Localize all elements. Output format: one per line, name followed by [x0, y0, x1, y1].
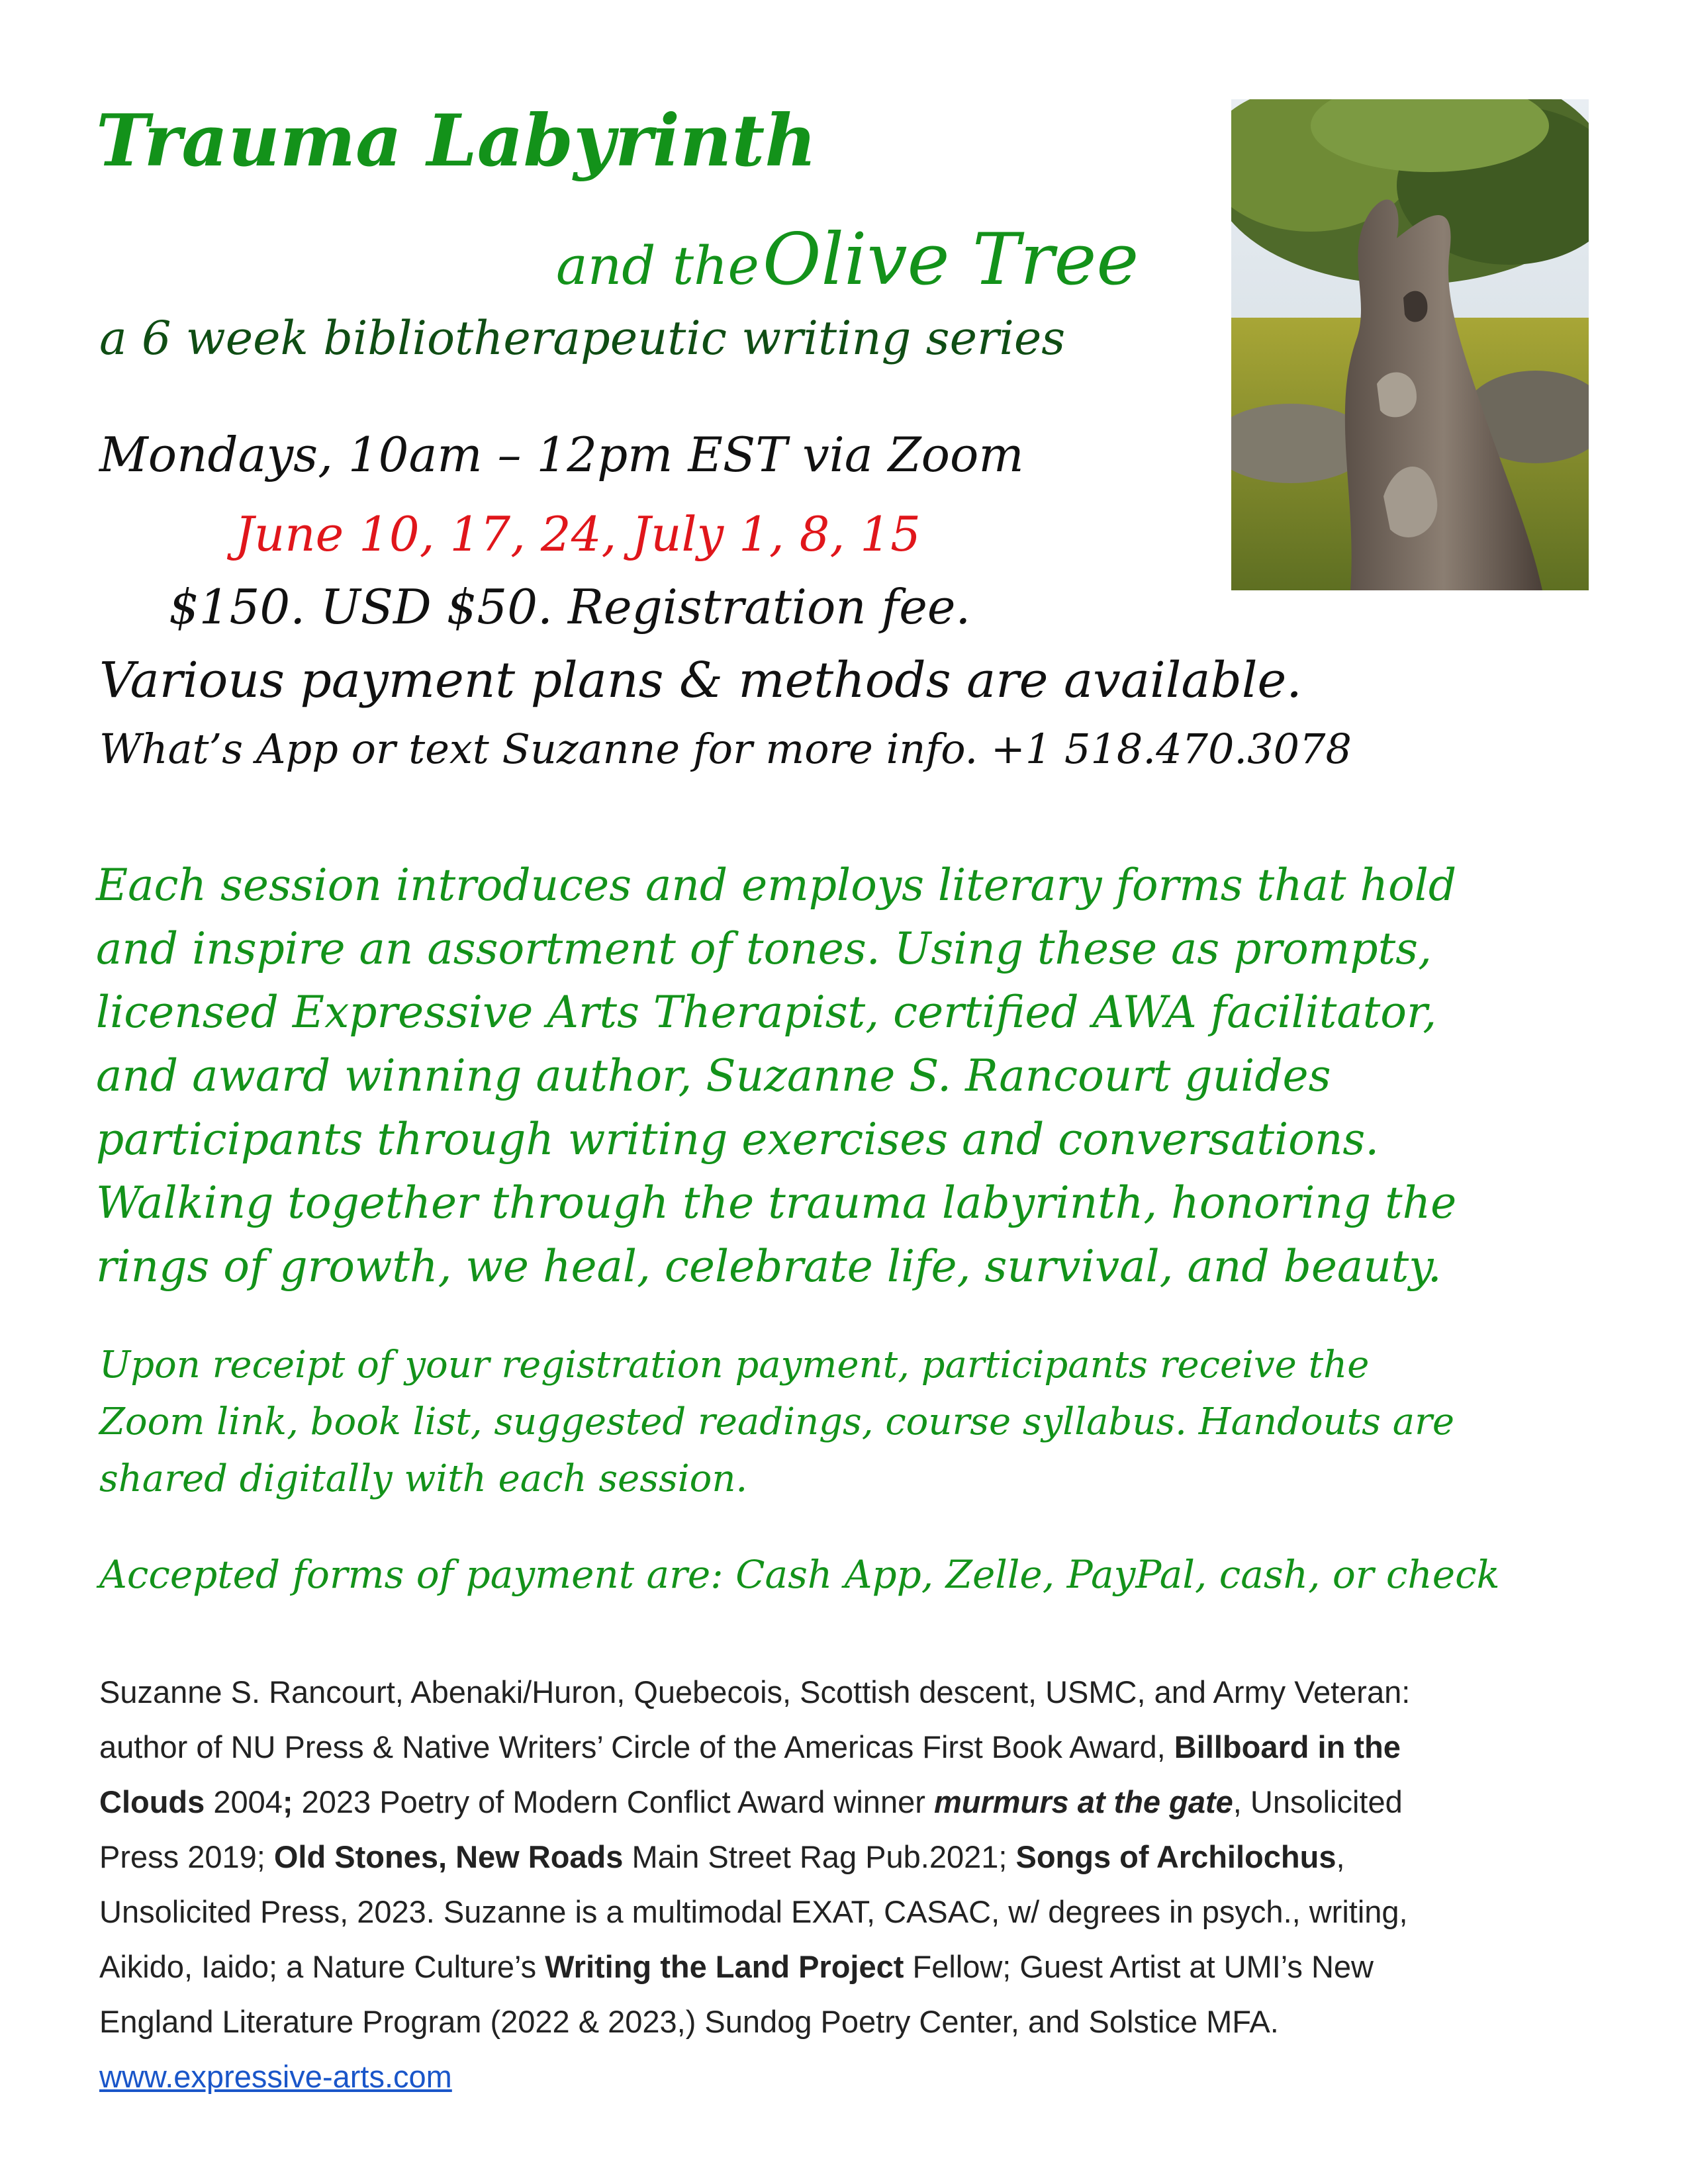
subtitle: a 6 week bibliotherapeutic writing series	[99, 311, 1066, 365]
bio-line	[99, 1774, 1602, 1829]
intro-line: and inspire an assortment of tones. Using these as prompts,	[96, 923, 1432, 974]
session-dates: June 10, 17, 24, July 1, 8, 15	[235, 506, 921, 562]
olive-tree-photo	[1231, 99, 1589, 590]
title-line-2	[556, 218, 1139, 301]
book-title-billboard-end: Clouds	[99, 1784, 205, 1819]
payment-plans-text: Various payment plans & methods are available.	[99, 652, 1302, 709]
intro-line: and award winning author, Suzanne S. Rancourt guides	[96, 1050, 1331, 1101]
project-title-writing-the-land: Writing the Land Project	[545, 1949, 904, 1984]
bio-line: Suzanne S. Rancourt, Abenaki/Huron, Quebecois, Scottish descent, USMC, and Army Veteran:	[99, 1674, 1411, 1709]
bio-line	[99, 1939, 1602, 1994]
bio-line	[99, 1829, 1602, 1884]
contact-text: What’s App or text Suzanne for more info. +1 518.470.3078	[99, 725, 1352, 773]
bio-text: ;	[282, 1784, 293, 1819]
title-line-1: Trauma Labyrinth	[96, 99, 817, 183]
accepted-payment-text: Accepted forms of payment are: Cash App, Zelle, PayPal, cash, or check	[99, 1552, 1500, 1597]
intro-paragraph	[96, 854, 1599, 1298]
book-title-songs: Songs of Archilochus	[1015, 1839, 1336, 1874]
bio-text: Aikido, Iaido; a Nature Culture’s	[99, 1949, 545, 1984]
intro-line: Walking together through the trauma labyrinth, honoring the	[96, 1177, 1457, 1228]
bio-text: Press 2019;	[99, 1839, 274, 1874]
website-link[interactable]: www.expressive-arts.com	[99, 2059, 452, 2094]
bio-text: 2004	[205, 1784, 283, 1819]
title-line-2-main: Olive Tree	[762, 218, 1139, 301]
title-line-2-prefix: and the	[556, 235, 759, 296]
bio-line: England Literature Program (2022 & 2023,) Sundog Poetry Center, and Solstice MFA.	[99, 2004, 1279, 2039]
bio-text: ,	[1336, 1839, 1345, 1874]
intro-line: Each session introduces and employs literary forms that hold	[96, 860, 1457, 911]
registration-line: shared digitally with each session.	[99, 1457, 748, 1500]
bio-text: , Unsolicited	[1233, 1784, 1403, 1819]
registration-line: Upon receipt of your registration payment, participants receive the	[99, 1343, 1370, 1387]
price-text: $150. USD $50. Registration fee.	[169, 579, 971, 635]
bio-line: Unsolicited Press, 2023. Suzanne is a multimodal EXAT, CASAC, w/ degrees in psych., writing,	[99, 1894, 1408, 1929]
schedule-text: Mondays, 10am – 12pm EST via Zoom	[99, 427, 1024, 482]
registration-line: Zoom link, book list, suggested readings, course syllabus. Handouts are	[99, 1400, 1455, 1443]
intro-line: licensed Expressive Arts Therapist, certified AWA facilitator,	[96, 987, 1437, 1038]
book-title-old-stones: Old Stones, New Roads	[273, 1839, 624, 1874]
bio-text: 2023 Poetry of Modern Conflict Award winner	[293, 1784, 934, 1819]
registration-paragraph	[99, 1337, 1595, 1508]
intro-line: rings of growth, we heal, celebrate life, survival, and beauty.	[96, 1241, 1442, 1292]
bio-text: author of NU Press & Native Writers’ Circle of the Americas First Book Award,	[99, 1729, 1174, 1764]
bio-line	[99, 1719, 1602, 1774]
author-bio	[99, 1664, 1602, 2104]
book-title-murmurs: murmurs at the gate	[933, 1784, 1233, 1819]
bio-line	[99, 2049, 1602, 2104]
bio-text: Main Street Rag Pub.2021;	[623, 1839, 1016, 1874]
intro-line: participants through writing exercises and conversations.	[96, 1114, 1380, 1165]
bio-text: Fellow; Guest Artist at UMI’s New	[904, 1949, 1374, 1984]
book-title-billboard: Billboard in the	[1174, 1729, 1401, 1764]
